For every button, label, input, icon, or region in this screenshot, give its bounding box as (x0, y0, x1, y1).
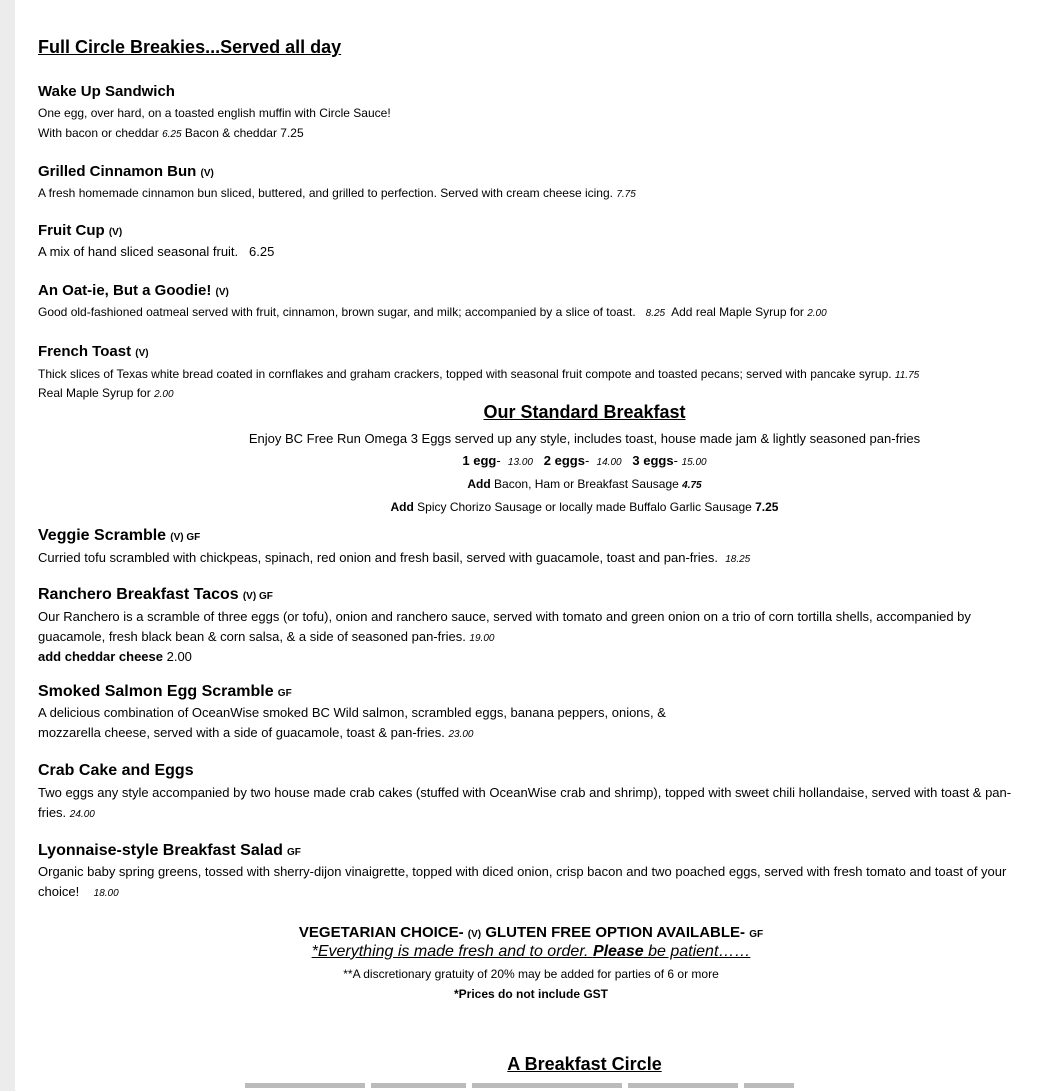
item-description: A mix of hand sliced seasonal fruit. 6.25 (38, 244, 275, 259)
item-title (38, 762, 194, 780)
addon-line: Add Spicy Chorizo Sausage or locally made Buffalo Garlic Sausage 7.25 (390, 500, 779, 514)
addon-line: add cheddar cheese 2.00 (38, 649, 192, 664)
item-name: Ranchero Breakfast Tacos (38, 586, 239, 603)
item-description: One egg, over hard, on a toasted english muffin with Circle Sauce! (38, 106, 391, 120)
item-price: 24.00 (69, 809, 95, 820)
item-name: Lyonnaise-style Breakfast Salad (38, 842, 283, 859)
item-price: 18.00 (93, 888, 119, 899)
item-description: Two eggs any style accompanied by two house made crab cakes (stuffed with OceanWise crab and shrimp), topped with sweet chili hollandaise, served with toast & pan-fries. 24.00 (38, 785, 1012, 820)
gratuity-note: **A discretionary gratuity of 20% may be added for parties of 6 or more (343, 967, 719, 981)
item-price: 18.25 (725, 554, 751, 565)
item-price: 11.75 (894, 370, 920, 381)
addon-line: Real Maple Syrup for 2.00 (38, 386, 174, 400)
addon-price: 2.00 (807, 308, 827, 319)
vegetarian-tag: (V) (200, 168, 214, 179)
item-name: Fruit Cup (38, 222, 105, 239)
addon-price: 2.00 (154, 389, 174, 400)
menu-title: Full Circle Breakies...Served all day (38, 37, 342, 57)
cut-off-text-line (245, 1083, 805, 1091)
item-name: Grilled Cinnamon Bun (38, 163, 197, 180)
egg-option-price: 15.00 (681, 457, 707, 468)
item-title (38, 83, 175, 100)
dietary-tag: GF (287, 847, 301, 858)
gst-note: *Prices do not include GST (453, 987, 609, 1001)
section-title: Our Standard Breakfast (483, 402, 686, 422)
dietary-tag: (V) GF (242, 591, 273, 602)
item-name: Smoked Salmon Egg Scramble (38, 683, 274, 700)
item-title (38, 527, 200, 545)
item-description: Our Ranchero is a scramble of three eggs (or tofu), onion and ranchero sauce, served with tomato and green onion on a trio of corn tortilla shells, accompanied by guacamole, fresh black bean & corn salsa, & a side of seasoned pan-fries. 19.00 (38, 609, 971, 644)
egg-option-label: 1 egg (462, 453, 497, 468)
dietary-legend: VEGETARIAN CHOICE- (V) GLUTEN FREE OPTION AVAILABLE- GF (298, 924, 764, 941)
egg-option-label: 3 eggs (632, 453, 674, 468)
item-title (38, 842, 301, 860)
section-title: A Breakfast Circle (507, 1054, 662, 1074)
item-title (38, 163, 214, 180)
egg-options: 1 egg- 13.00 2 eggs- 14.00 3 eggs- 15.00 (462, 453, 707, 468)
fresh-notice: *Everything is made fresh and to order. Please be patient…… (311, 943, 751, 960)
egg-option-price: 14.00 (596, 457, 622, 468)
item-description: Curried tofu scrambled with chickpeas, spinach, red onion and fresh basil, served with guacamole, toast and pan-fries. 18.25 (38, 550, 751, 565)
addon-price: 4.75 (682, 480, 702, 491)
item-name: Veggie Scramble (38, 527, 167, 544)
item-price: 7.75 (616, 189, 636, 200)
menu-page (15, 0, 1050, 1091)
dietary-tag: (V) GF (170, 532, 201, 543)
item-description: With bacon or cheddar 6.25 Bacon & cheddar 7.25 (38, 126, 304, 140)
item-price: 23.00 (448, 729, 474, 740)
vegetarian-tag: (V) (215, 287, 229, 298)
item-title (38, 222, 122, 239)
item-description: A fresh homemade cinnamon bun sliced, buttered, and grilled to perfection. Served with cream cheese icing. 7.75 (38, 186, 636, 200)
egg-option-label: 2 eggs (543, 453, 585, 468)
item-price: 8.25 (645, 308, 666, 319)
item-description: Thick slices of Texas white bread coated in cornflakes and graham crackers, topped with seasonal fruit compote and toasted pecans; served with pancake syrup. 11.75 (38, 367, 920, 381)
dietary-tag: GF (277, 688, 292, 699)
item-title (38, 343, 149, 360)
item-description: Good old-fashioned oatmeal served with fruit, cinnamon, brown sugar, and milk; accompanied by a slice of toast. 8.25 Add real Maple Syrup for 2.00 (38, 305, 827, 319)
item-description: A delicious combination of OceanWise smoked BC Wild salmon, scrambled eggs, banana peppers, onions, & mozzarella cheese, served with a side of guacamole, toast & pan-fries. 23.00 (38, 705, 666, 740)
item-name: Crab Cake and Eggs (38, 762, 194, 779)
item-title (38, 282, 229, 299)
item-name: Wake Up Sandwich (38, 83, 175, 100)
egg-option-price: 13.00 (507, 457, 533, 468)
vegetarian-tag: (V) (108, 227, 123, 238)
item-title (38, 586, 273, 604)
addon-price: 7.25 (755, 500, 779, 514)
item-name: French Toast (38, 343, 132, 360)
item-price: 6.25 (162, 129, 182, 140)
vegetarian-tag: (V) (135, 348, 149, 359)
section-subtitle: Enjoy BC Free Run Omega 3 Eggs served up any style, includes toast, house made jam & lightly seasoned pan-fries (248, 431, 921, 446)
item-name: An Oat-ie, But a Goodie! (38, 282, 212, 299)
item-price: 19.00 (469, 633, 495, 644)
item-title (38, 683, 292, 701)
addon-line: Add Bacon, Ham or Breakfast Sausage 4.75 (467, 477, 702, 491)
item-description: Organic baby spring greens, tossed with sherry-dijon vinaigrette, topped with diced onion, crisp bacon and two poached eggs, served with fresh tomato and toast of your choice! 18.00 (38, 864, 1010, 899)
